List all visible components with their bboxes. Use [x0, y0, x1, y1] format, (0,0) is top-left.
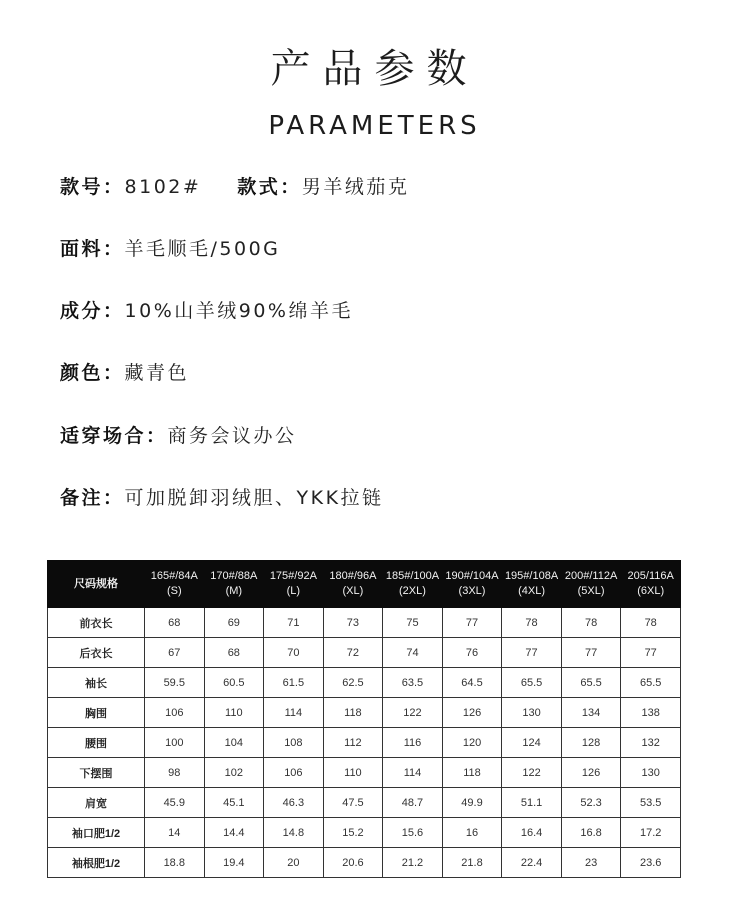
info-row-occasion: [60, 423, 297, 449]
size-table-header: [48, 561, 681, 608]
size-header-cell: [264, 561, 324, 608]
table-cell: 14: [145, 818, 205, 848]
table-cell: 73: [323, 608, 383, 638]
size-alias: (S): [166, 585, 182, 597]
table-cell: 134: [561, 698, 621, 728]
table-row: [48, 698, 681, 728]
size-header-cell: [621, 561, 681, 608]
info-row-style: [60, 174, 409, 200]
table-cell: 76: [442, 638, 502, 668]
size-code: 185#/100A: [385, 570, 440, 582]
table-cell: 106: [145, 698, 205, 728]
table-cell: 110: [323, 758, 383, 788]
size-header-cell: [323, 561, 383, 608]
row-label: 前衣长: [48, 608, 145, 638]
size-header-cell: [204, 561, 264, 608]
table-cell: 108: [264, 728, 324, 758]
table-cell: 77: [442, 608, 502, 638]
table-cell: 120: [442, 728, 502, 758]
table-cell: 45.9: [145, 788, 205, 818]
table-cell: 60.5: [204, 668, 264, 698]
table-cell: 49.9: [442, 788, 502, 818]
table-cell: 72: [323, 638, 383, 668]
table-cell: 21.8: [442, 848, 502, 878]
table-cell: 51.1: [502, 788, 562, 818]
table-cell: 106: [264, 758, 324, 788]
table-cell: 14.4: [204, 818, 264, 848]
table-cell: 102: [204, 758, 264, 788]
fabric-label: 面料：: [60, 238, 125, 260]
table-cell: 130: [621, 758, 681, 788]
table-cell: 52.3: [561, 788, 621, 818]
table-cell: 62.5: [323, 668, 383, 698]
table-cell: 65.5: [502, 668, 562, 698]
size-code: 180#/96A: [329, 570, 377, 582]
size-code: 175#/92A: [269, 570, 317, 582]
row-label: 袖根肥1/2: [48, 848, 145, 878]
fabric-value: 羊毛顺毛/500G: [124, 238, 281, 260]
row-label: 肩宽: [48, 788, 145, 818]
table-cell: 71: [264, 608, 324, 638]
table-cell: 65.5: [561, 668, 621, 698]
info-row-fabric: [60, 236, 280, 262]
size-alias: (4XL): [518, 585, 545, 597]
table-cell: 14.8: [264, 818, 324, 848]
page-subtitle: PARAMETERS: [268, 111, 481, 141]
size-alias: (M): [225, 585, 243, 597]
table-cell: 78: [502, 608, 562, 638]
size-table: [47, 560, 681, 878]
table-row: [48, 638, 681, 668]
info-row-color: [60, 360, 189, 386]
color-label: 颜色：: [60, 362, 125, 384]
size-header-cell: [502, 561, 562, 608]
size-alias: (L): [286, 585, 301, 597]
table-cell: 68: [145, 608, 205, 638]
table-cell: 15.2: [323, 818, 383, 848]
size-header-cell: [383, 561, 443, 608]
composition-value: 10%山羊绒90%绵羊毛: [124, 300, 353, 322]
row-label: 胸围: [48, 698, 145, 728]
row-label: 袖口肥1/2: [48, 818, 145, 848]
table-cell: 122: [502, 758, 562, 788]
table-cell: 110: [204, 698, 264, 728]
row-label: 袖长: [48, 668, 145, 698]
table-cell: 128: [561, 728, 621, 758]
remark-value: 可加脱卸羽绒胆、YKK拉链: [124, 487, 384, 509]
table-cell: 138: [621, 698, 681, 728]
info-row-remark: [60, 485, 384, 511]
table-cell: 47.5: [323, 788, 383, 818]
table-cell: 23.6: [621, 848, 681, 878]
table-row: [48, 728, 681, 758]
table-cell: 77: [502, 638, 562, 668]
table-row: [48, 848, 681, 878]
size-code: 200#/112A: [564, 570, 618, 582]
size-alias: (XL): [342, 585, 364, 597]
size-code: 165#/84A: [150, 570, 198, 582]
table-row: [48, 818, 681, 848]
table-cell: 16.8: [561, 818, 621, 848]
table-cell: 18.8: [145, 848, 205, 878]
table-cell: 21.2: [383, 848, 443, 878]
table-cell: 22.4: [502, 848, 562, 878]
table-cell: 130: [502, 698, 562, 728]
style-value: 男羊绒茄克: [301, 176, 410, 198]
table-cell: 63.5: [383, 668, 443, 698]
table-cell: 104: [204, 728, 264, 758]
table-cell: 114: [383, 758, 443, 788]
color-value: 藏青色: [124, 362, 190, 384]
table-cell: 48.7: [383, 788, 443, 818]
table-cell: 46.3: [264, 788, 324, 818]
info-row-composition: [60, 298, 353, 324]
occasion-label: 适穿场合：: [60, 425, 168, 447]
table-cell: 100: [145, 728, 205, 758]
size-header-label: 尺码规格: [48, 561, 145, 608]
size-code: 170#/88A: [210, 570, 258, 582]
table-cell: 118: [323, 698, 383, 728]
table-cell: 17.2: [621, 818, 681, 848]
table-cell: 16: [442, 818, 502, 848]
size-code: 195#/108A: [504, 570, 559, 582]
occasion-value: 商务会议办公: [167, 425, 297, 447]
size-alias: (6XL): [637, 585, 665, 597]
row-label: 下摆围: [48, 758, 145, 788]
table-cell: 74: [383, 638, 443, 668]
table-cell: 112: [323, 728, 383, 758]
size-code: 205/116A: [627, 570, 674, 582]
table-cell: 23: [561, 848, 621, 878]
style-label: 款式：: [237, 176, 302, 198]
table-row: [48, 758, 681, 788]
table-cell: 126: [561, 758, 621, 788]
table-cell: 64.5: [442, 668, 502, 698]
size-alias: (3XL): [458, 585, 486, 597]
size-header-cell: [442, 561, 502, 608]
table-cell: 67: [145, 638, 205, 668]
size-code: 190#/104A: [445, 570, 499, 582]
style-no-value: 8102#: [124, 176, 202, 198]
table-cell: 122: [383, 698, 443, 728]
size-alias: (2XL): [399, 585, 426, 597]
size-header-cell: [145, 561, 205, 608]
table-cell: 124: [502, 728, 562, 758]
table-cell: 77: [561, 638, 621, 668]
page-title: 产品参数: [270, 46, 479, 92]
table-cell: 15.6: [383, 818, 443, 848]
row-label: 腰围: [48, 728, 145, 758]
composition-label: 成分：: [60, 300, 125, 322]
table-cell: 20.6: [323, 848, 383, 878]
size-alias: (5XL): [577, 585, 605, 597]
table-cell: 70: [264, 638, 324, 668]
row-label: 后衣长: [48, 638, 145, 668]
table-cell: 20: [264, 848, 324, 878]
table-row: [48, 788, 681, 818]
size-header-cell: [561, 561, 621, 608]
table-cell: 126: [442, 698, 502, 728]
table-cell: 118: [442, 758, 502, 788]
table-cell: 65.5: [621, 668, 681, 698]
table-cell: 132: [621, 728, 681, 758]
remark-label: 备注：: [60, 487, 125, 509]
table-cell: 69: [204, 608, 264, 638]
table-cell: 78: [621, 608, 681, 638]
table-cell: 45.1: [204, 788, 264, 818]
table-cell: 98: [145, 758, 205, 788]
table-cell: 75: [383, 608, 443, 638]
table-row: [48, 668, 681, 698]
table-cell: 116: [383, 728, 443, 758]
table-cell: 68: [204, 638, 264, 668]
table-cell: 61.5: [264, 668, 324, 698]
table-cell: 114: [264, 698, 324, 728]
table-cell: 59.5: [145, 668, 205, 698]
style-no-label: 款号：: [60, 176, 125, 198]
table-cell: 78: [561, 608, 621, 638]
table-row: [48, 608, 681, 638]
table-cell: 53.5: [621, 788, 681, 818]
table-cell: 77: [621, 638, 681, 668]
table-cell: 19.4: [204, 848, 264, 878]
table-cell: 16.4: [502, 818, 562, 848]
